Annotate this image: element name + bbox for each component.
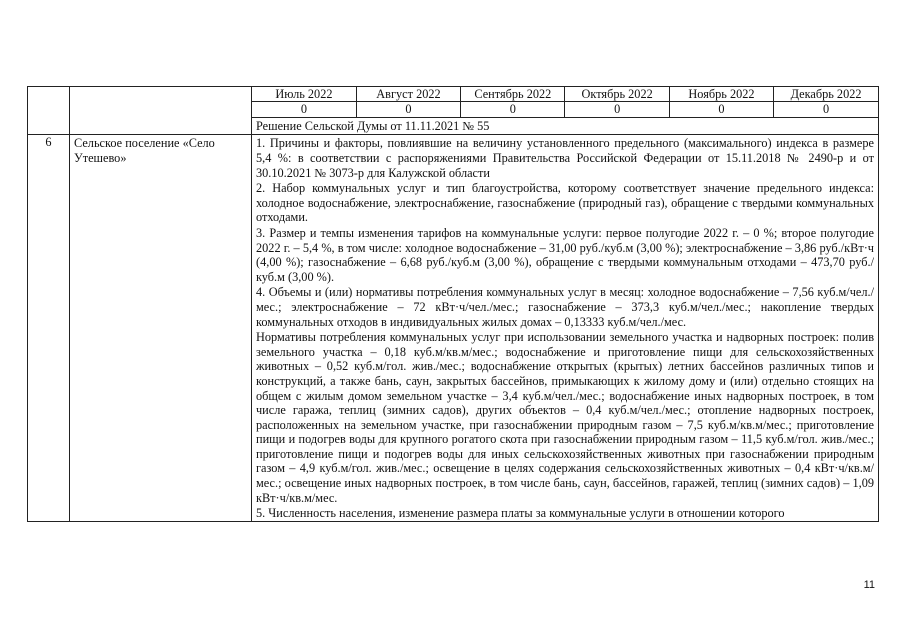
month-value: 0 [356,102,460,117]
month-header: Декабрь 2022 [774,87,878,102]
month-header: Октябрь 2022 [565,87,669,102]
months-header-row [252,87,878,102]
months-row [28,87,879,135]
month-value: 0 [252,102,356,117]
month-header: Июль 2022 [252,87,356,102]
document-table [27,86,879,522]
month-header: Сентябрь 2022 [461,87,565,102]
number-cell-empty [28,87,70,135]
months-table [252,87,878,118]
paragraph-4: 4. Объемы и (или) нормативы потребления коммунальных услуг в месяц: холодное водоснабжение – 7,56 куб.м/чел./мес.; электроснабжение – 72 кВт·ч/чел./мес.; газоснабжение – 373,3 куб.м/чел./мес.; накопление твердых коммунальных отходов в индивидуальных жилых домах – 0,13333 куб.м/чел./мес. [256,285,874,329]
paragraph-1: 1. Причины и факторы, повлиявшие на величину установленного предельного (максимального) индекса в размере 5,4 %: в соответствии с распоряжениями Правительства Российской Федерации от 15.11.2018 № 2490-р и от 30.10.2021 № 3073-р для Калужской области [256,136,874,180]
month-value: 0 [669,102,773,117]
month-value: 0 [774,102,878,117]
paragraph-norms: Нормативы потребления коммунальных услуг при использовании земельного участка и надворных построек: полив земельного участка – 0,18 куб.м/кв.м/мес.; водоснабжение и приготовление пищи для сельскохозяйственных животных – 0,52 куб.м/гол. жив./мес.; водоснабжение открытых (крытых) летних бассейнов различных типов и конструкций, а также бань, саун, закрытых бассейнов, примыкающих к жилому дому и (или) отдельно стоящих на общем с жилым домом земельном участке – 3,4 куб.м/чел./мес.; водоснабжение иных надворных построек, в том числе гаража, теплиц (зимних садов), других объектов – 0,4 куб.м/чел./мес.; отопление надворных построек, расположенных на земельном участке, при газоснабжении природным газом – 7,5 куб.м/кв.м/мес.; приготовление пищи и подогрев воды для крупного рогатого скота при газоснабжении природным газом – 11,5 куб.м/гол. жив./мес.; приготовление пищи и подогрев воды для иных сельскохозяйственных животных при газоснабжении природным газом – 4,9 куб.м/гол. жив./мес.; освещение в целях содержания сельскохозяйственных животных – 0,4 кВт·ч/кв.м/мес.; освещение иных надворных построек, в том числе бань, саун, бассейнов, гаражей, теплиц (зимних садов) – 1,09 кВт·ч/кв.м/мес. [256,330,874,505]
months-values-row [252,102,878,117]
month-value: 0 [461,102,565,117]
settlement-content [252,135,879,521]
settlement-name: Сельское поселение «Село Утешево» [70,135,252,521]
page-number: 11 [863,579,875,591]
row-number: 6 [28,135,70,521]
month-value: 0 [565,102,669,117]
settlement-row [28,135,879,521]
months-content-cell [252,87,879,135]
paragraph-3: 3. Размер и темпы изменения тарифов на коммунальные услуги: первое полугодие 2022 г. – 0 %; второе полугодие 2022 г. – 5,4 %, в том числе: холодное водоснабжение – 31,00 руб./куб.м (3,00 %); электроснабжение – 3,86 руб./кВт·ч (4,00 %); газоснабжение – 6,68 руб./куб.м (3,00 %), обращение с твердыми коммунальным отходами – 473,70 руб./куб.м (3,00 %). [256,225,874,284]
paragraph-5: 5. Численность населения, изменение размера платы за коммунальные услуги в отношении которого [256,506,785,521]
paragraph-2: 2. Набор коммунальных услуг и тип благоустройства, которому соответствует значение предельного индекса: холодное водоснабжение, электроснабжение, газоснабжение (природный газ), обращение с твердыми коммунальных отходами. [256,181,874,225]
settlement-cell-empty [70,87,252,135]
decision-text: Решение Сельской Думы от 11.11.2021 № 55 [256,118,490,133]
month-header: Ноябрь 2022 [669,87,773,102]
month-header: Август 2022 [356,87,460,102]
